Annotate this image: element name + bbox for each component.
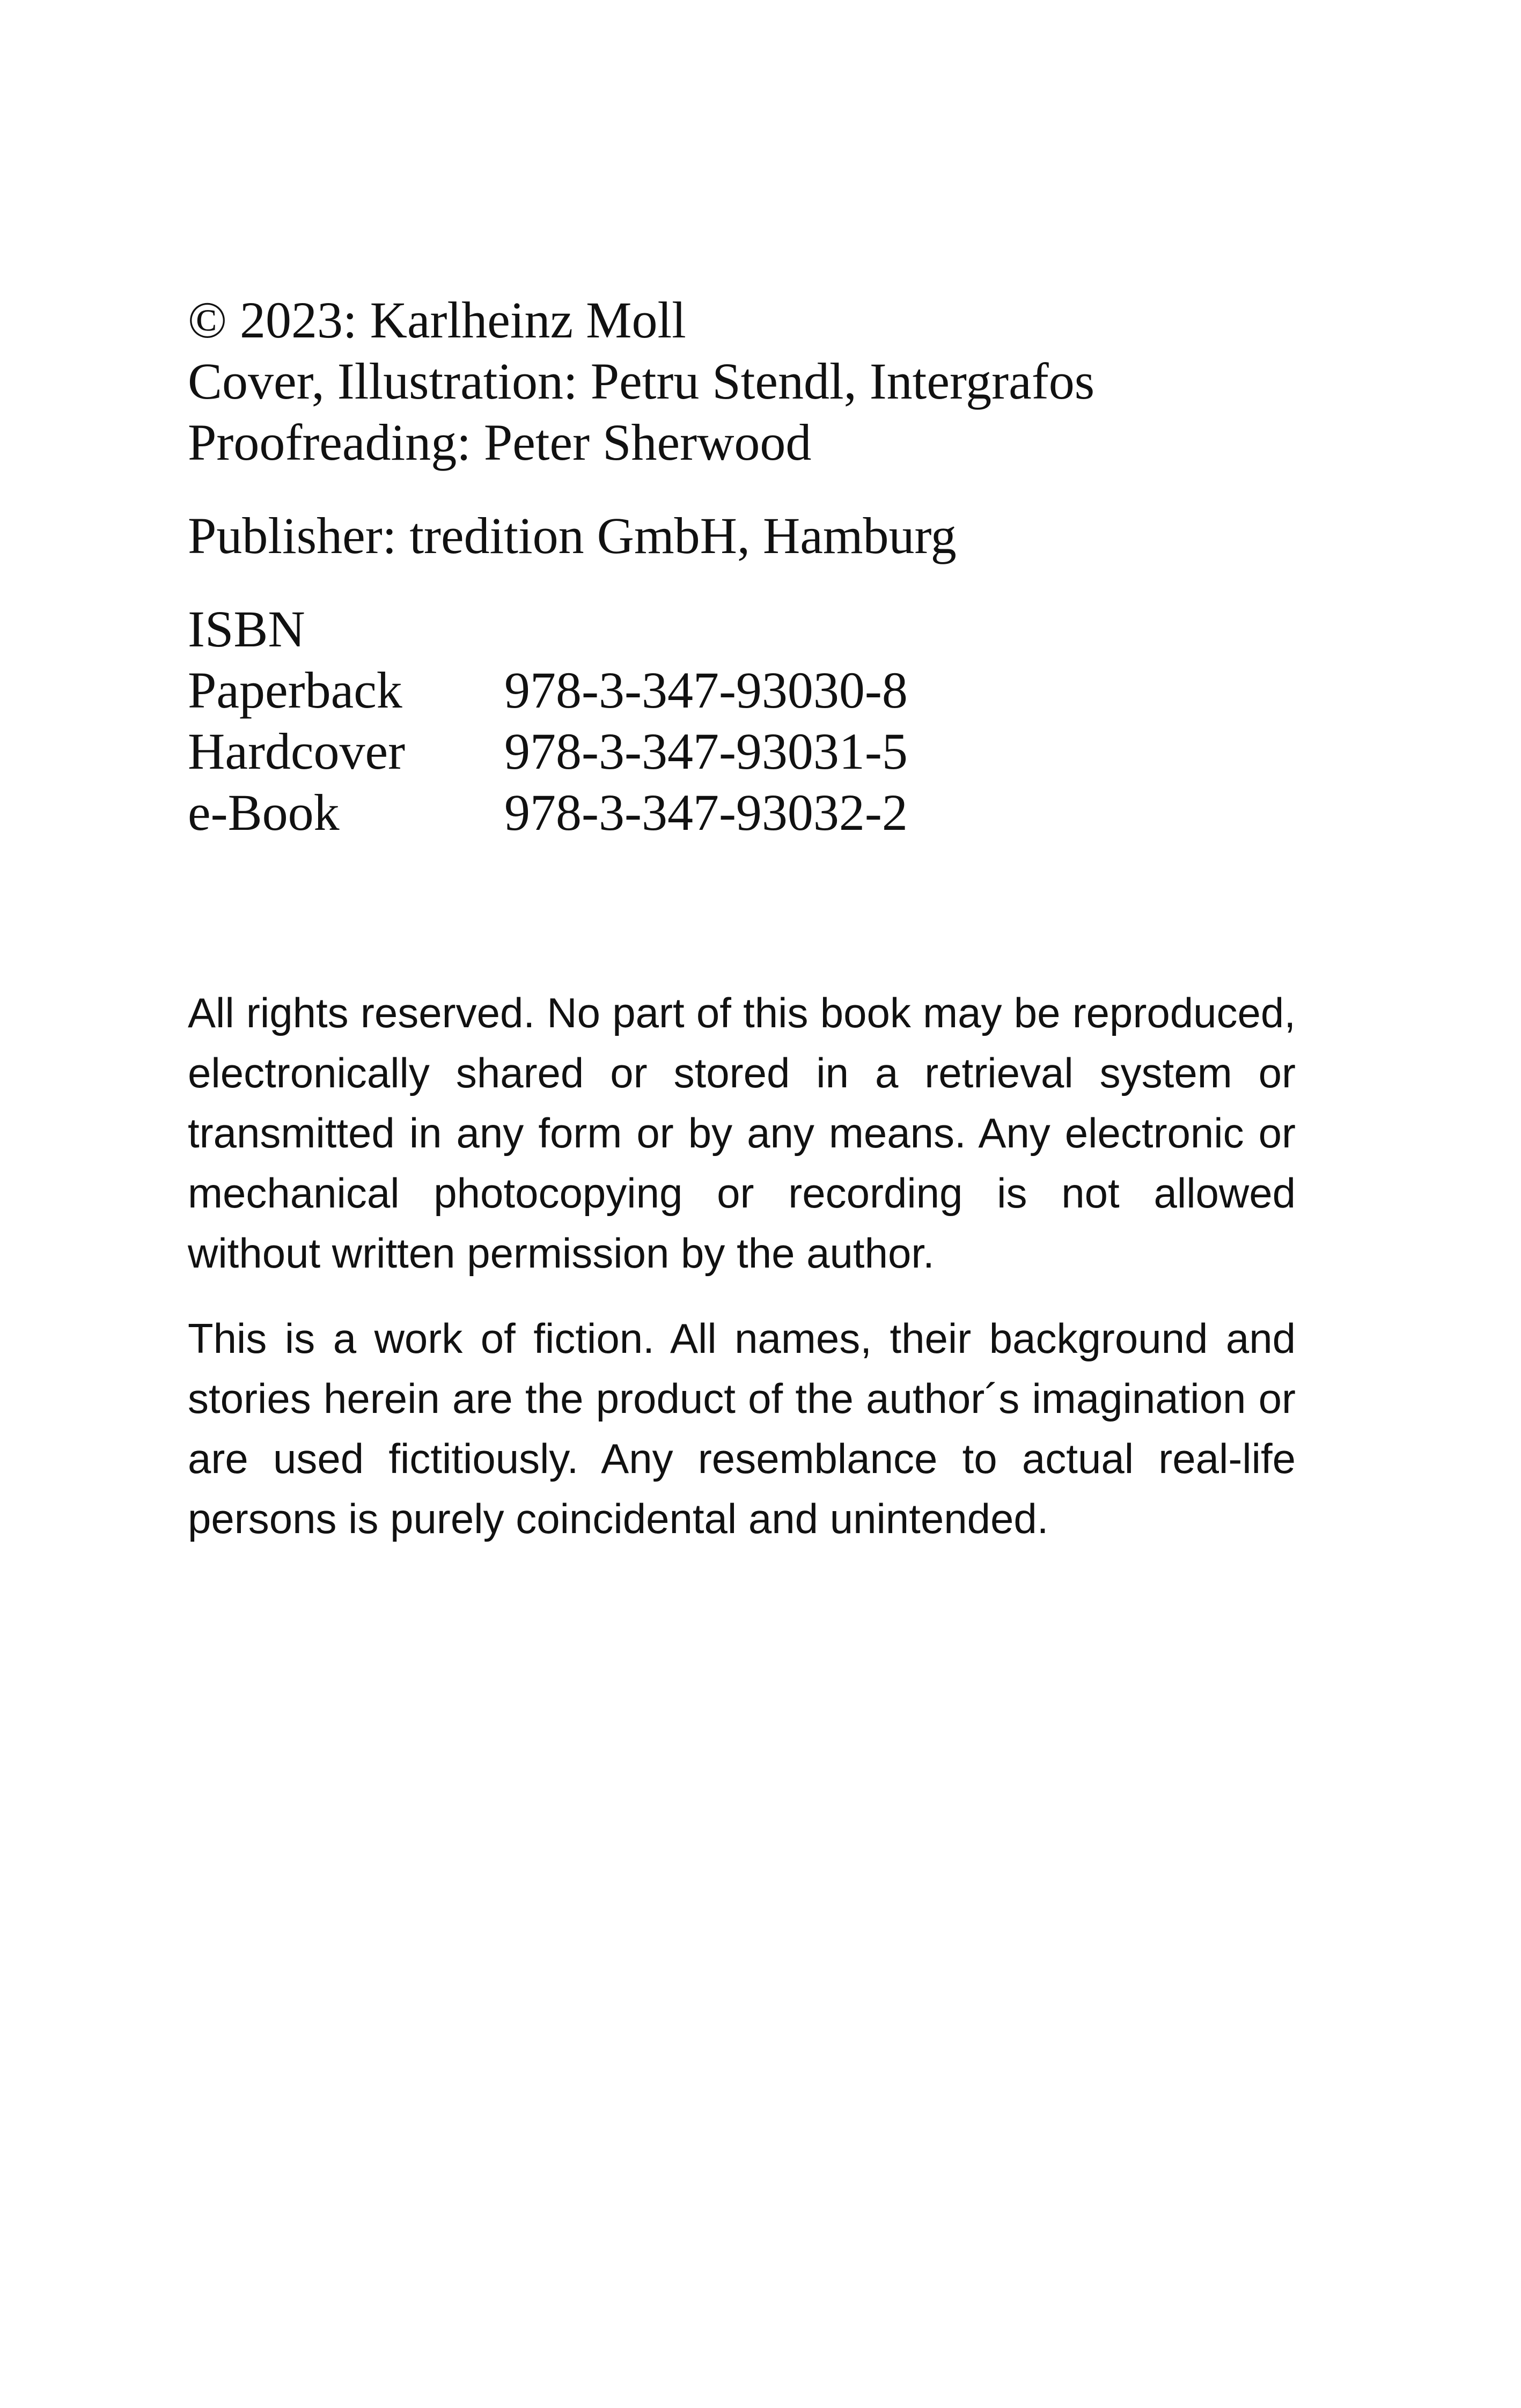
proofreading-credit: Proofreading: Peter Sherwood xyxy=(188,414,812,471)
isbn-row-hardcover xyxy=(188,721,1314,782)
isbn-heading: ISBN xyxy=(188,600,305,658)
cover-credit: Cover, Illustration: Petru Stendl, Intergrafos xyxy=(188,352,1095,410)
credits-block xyxy=(188,290,1314,843)
isbn-number: 978-3-347-93032-2 xyxy=(504,784,908,841)
isbn-number: 978-3-347-93031-5 xyxy=(504,723,908,780)
isbn-format: Hardcover xyxy=(188,723,406,780)
isbn-number: 978-3-347-93030-8 xyxy=(504,661,908,719)
rights-reserved-paragraph: All rights reserved. No part of this book may be reproduced, electronically shared or stored in a retrieval system or transmitted in any form or by any means. Any electronic or mechanical photocopying or recording is not allowed without written permission by the author. xyxy=(188,989,1296,1277)
isbn-format: e-Book xyxy=(188,784,340,841)
isbn-row-ebook xyxy=(188,782,1314,843)
publisher-line: Publisher: tredition GmbH, Hamburg xyxy=(188,507,957,564)
isbn-format: Paperback xyxy=(188,661,402,719)
copyright-line: © 2023: Karlheinz Moll xyxy=(188,291,686,349)
isbn-row-paperback xyxy=(188,660,1314,721)
isbn-block xyxy=(188,599,1314,843)
legal-notice xyxy=(188,983,1296,1549)
fiction-disclaimer-paragraph: This is a work of fiction. All names, their background and stories herein are the product of the author´s imagination or are used fictitiously. Any resemblance to actual real-life persons is purely coincidental and unintended. xyxy=(188,1315,1296,1542)
